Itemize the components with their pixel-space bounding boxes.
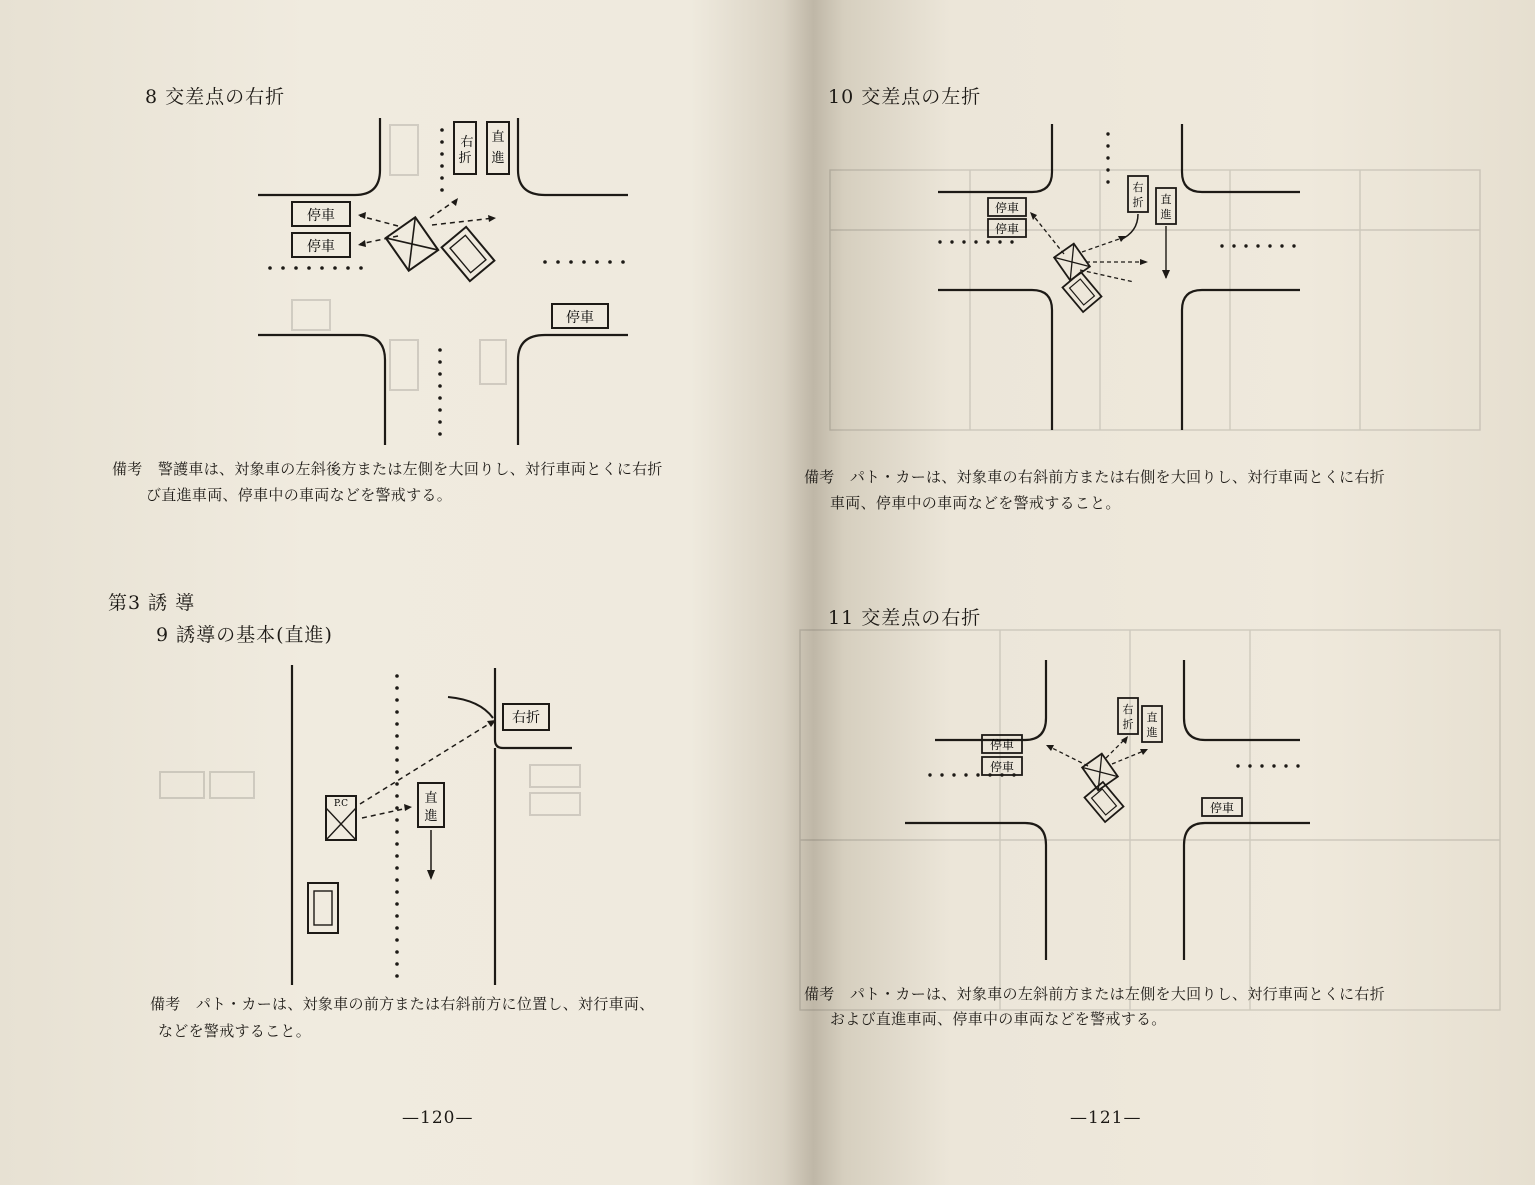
note-line-1: パト・カーは、対象車の左斜前方または左側を大回りし、対行車両とくに右折 xyxy=(849,985,1386,1003)
svg-text:停車: 停車 xyxy=(994,201,1020,215)
right-turn-vehicle xyxy=(448,697,549,730)
note-prefix: 備考 xyxy=(150,995,181,1013)
svg-text:進: 進 xyxy=(1146,726,1158,739)
svg-text:停車: 停車 xyxy=(307,239,335,255)
right-turn-label-2: 折 xyxy=(458,151,472,166)
section-11-title: 11 交差点の右折 xyxy=(828,607,982,629)
section-11-note-line-2: および直進車両、停車中の車両などを警戒する。 xyxy=(830,1010,1167,1028)
straight-vehicle xyxy=(418,783,444,880)
svg-text:折: 折 xyxy=(1132,196,1144,209)
section-10-title: 10 交差点の左折 xyxy=(828,86,982,108)
chapter-3-title: 第3 誘 導 xyxy=(108,592,196,614)
note-line-1: パト・カーは、対象車の前方または右斜前方に位置し、対行車両、 xyxy=(195,995,655,1013)
svg-text:右折: 右折 xyxy=(512,710,540,726)
pc-patrol-car xyxy=(326,796,356,840)
svg-text:進: 進 xyxy=(1160,208,1172,221)
section-9-note-line-2: などを警戒すること。 xyxy=(158,1022,312,1040)
svg-text:停車: 停車 xyxy=(1209,801,1235,815)
right-turn-label: 右 xyxy=(457,134,473,148)
note-line-1: パト・カーは、対象車の右斜前方または右側を大回りし、対行車両とくに右折 xyxy=(849,468,1386,486)
svg-text:停車: 停車 xyxy=(989,760,1015,774)
svg-text:停車: 停車 xyxy=(566,310,594,326)
straight-label-2: 進 xyxy=(491,151,505,166)
section-8-note-line-2: び直進車両、停車中の車両などを警戒する。 xyxy=(146,486,453,504)
diagram-11-intersection-right-turn xyxy=(770,0,1535,1000)
section-9-note xyxy=(150,989,655,1019)
straight-vehicle xyxy=(1142,706,1162,742)
stop-vehicle-2 xyxy=(982,757,1022,775)
svg-text:進: 進 xyxy=(424,809,438,824)
straight-label: 直 xyxy=(491,130,505,145)
note-prefix: 備考 xyxy=(112,460,143,478)
svg-text:P.C: P.C xyxy=(334,799,348,809)
right-turn-vehicle xyxy=(1118,698,1138,734)
note-prefix: 備考 xyxy=(804,468,835,486)
escort-vehicle xyxy=(1085,782,1124,822)
svg-text:右: 右 xyxy=(1122,703,1134,716)
svg-text:直: 直 xyxy=(1160,193,1172,206)
svg-text:停車: 停車 xyxy=(989,738,1015,752)
stop-vehicle-1 xyxy=(982,735,1022,753)
page-number-120: —120— xyxy=(402,1108,474,1128)
diagram-9-guidance-straight xyxy=(0,0,770,1100)
section-8-title: 8 交差点の右折 xyxy=(145,86,286,108)
section-10-note-line-2: 車両、停車中の車両などを警戒すること。 xyxy=(830,494,1121,512)
target-vehicle xyxy=(308,883,338,933)
svg-text:直: 直 xyxy=(1146,711,1158,724)
svg-text:停車: 停車 xyxy=(994,222,1020,236)
svg-text:直: 直 xyxy=(424,791,438,806)
page-121 xyxy=(770,0,1535,1185)
svg-text:右: 右 xyxy=(1132,181,1144,194)
note-prefix: 備考 xyxy=(804,985,835,1003)
note-line-1: 警護車は、対象車の左斜後方または左側を大回りし、対行車両とくに右折 xyxy=(157,460,663,478)
svg-text:折: 折 xyxy=(1122,718,1134,731)
page-number-121: —121— xyxy=(1070,1108,1142,1128)
section-9-title: 9 誘導の基本(直進) xyxy=(156,624,333,646)
svg-text:停車: 停車 xyxy=(307,208,335,224)
stop-vehicle-3 xyxy=(1202,798,1242,816)
